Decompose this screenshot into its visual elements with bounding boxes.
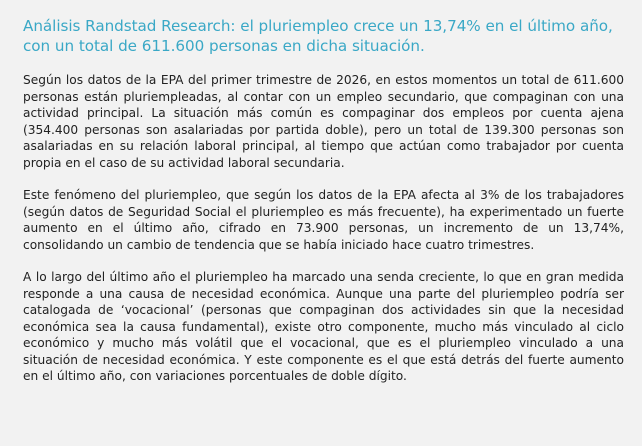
article-paragraph-2: Este fenómeno del pluriempleo, que según los datos de la EPA afecta al 3% de los trabajadores (según datos de Seguridad Social el pluriempleo es más frecuente), ha experimentado un fuerte aumento en el último año, cifrado en 73.900 personas, un incremento de un 13,74%, consolidando un cambio de tendencia que se había iniciado hace cuatro trimestres. [23,188,624,252]
article-paragraph-3: A lo largo del último año el pluriempleo ha marcado una senda creciente, lo que en gran medida responde a una causa de necesidad económica. Aunque una parte del pluriempleo podría ser catalogada de ‘vocacional’ (personas que compaginan dos actividades sin que la necesidad económica sea la causa fundamental), existe otro componente, mucho más vinculado al ciclo económico y mucho más volátil que el vocacional, que es el pluriempleo vinculado a una situación de necesidad económica. Y este componente es el que está detrás del fuerte aumento en el último año, con variaciones porcentuales de doble dígito. [23,270,624,383]
article-paragraph-1: Según los datos de la EPA del primer trimestre de 2026, en estos momentos un total de 611.600 personas están pluriempleadas, al contar con un empleo secundario, que compaginan con una actividad principal. La situación más común es compaginar dos empleos por cuenta ajena (354.400 personas son asalariadas por partida doble), pero un total de 139.300 personas son asalariadas en su relación laboral principal, al tiempo que actúan como trabajador por cuenta propia en el caso de su actividad laboral secundaria. [23,73,624,170]
article-title: Análisis Randstad Research: el pluriempleo crece un 13,74% en el último año, con un total de 611.600 personas en dicha situación. [23,17,613,55]
